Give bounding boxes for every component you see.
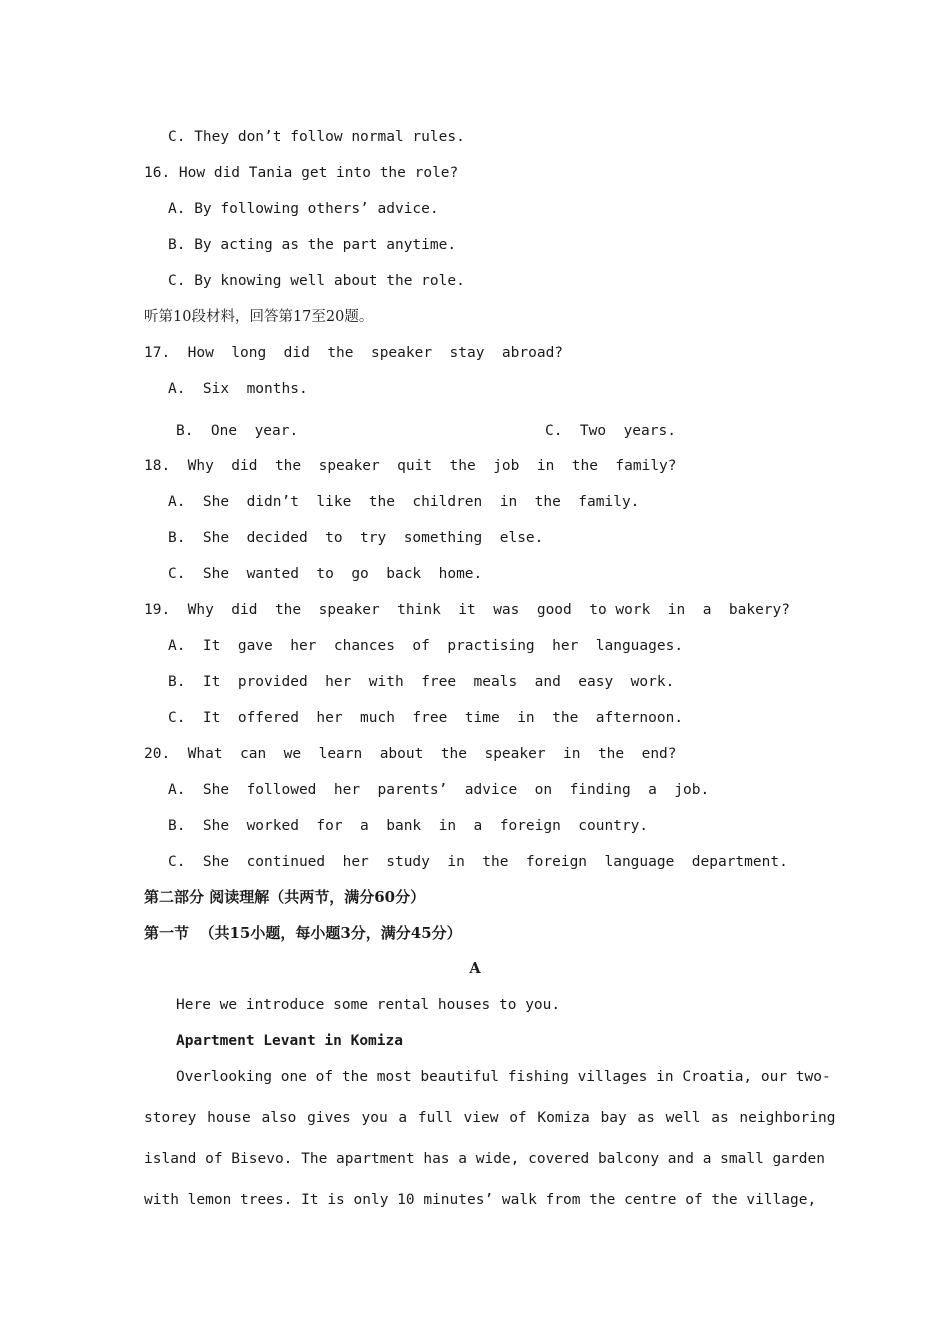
q20-option-c: C. She continued her study in the foreign language department. (168, 854, 788, 870)
q18-option-a: A. She didn’t like the children in the family. (168, 494, 640, 510)
q19-option-c: C. It offered her much free time in the afternoon. (168, 710, 684, 726)
passage-line: with lemon trees. It is only 10 minutes’ walk from the centre of the village, (144, 1192, 817, 1208)
q19-option-b: B. It provided her with free meals and easy work. (168, 674, 675, 690)
q18-question: 18. Why did the speaker quit the job in the family? (144, 458, 677, 474)
q17-option-c: C. Two years. (545, 423, 676, 439)
q19-option-a: A. It gave her chances of practising her languages. (168, 638, 684, 654)
q20-question: 20. What can we learn about the speaker in the end? (144, 746, 677, 762)
q20-option-b: B. She worked for a bank in a foreign country. (168, 818, 649, 834)
passage-line: island of Bisevo. The apartment has a wide, covered balcony and a small garden (144, 1151, 825, 1167)
q19-question: 19. Why did the speaker think it was good to work in a bakery? (144, 602, 791, 618)
part2-title: 第二部分 阅读理解（共两节，满分60分） (144, 888, 426, 906)
section10-instruction: 听第10段材料，回答第17至20题。 (144, 309, 374, 325)
apartment-title: Apartment Levant in Komiza (176, 1033, 403, 1049)
q17-question: 17. How long did the speaker stay abroad? (144, 345, 564, 361)
q15-option-c: C. They don’t follow normal rules. (168, 129, 465, 145)
q17-option-a: A. Six months. (168, 381, 308, 397)
q16-option-c: C. By knowing well about the role. (168, 273, 465, 289)
passage-intro: Here we introduce some rental houses to you. (176, 997, 561, 1013)
q16-option-b: B. By acting as the part anytime. (168, 237, 457, 253)
q16-option-a: A. By following others’ advice. (168, 201, 439, 217)
passage-label: A (469, 960, 481, 977)
q16-question: 16. How did Tania get into the role? (144, 165, 459, 181)
passage-line: storey house also gives you a full view of Komiza bay as well as neighboring (144, 1110, 836, 1126)
q20-option-a: A. She followed her parents’ advice on finding a job. (168, 782, 710, 798)
q18-option-b: B. She decided to try something else. (168, 530, 544, 546)
q18-option-c: C. She wanted to go back home. (168, 566, 483, 582)
passage-line: Overlooking one of the most beautiful fishing villages in Croatia, our two- (176, 1069, 831, 1085)
q17-option-b: B. One year. (176, 423, 299, 439)
section1-title: 第一节 （共15小题，每小题3分，满分45分） (144, 924, 462, 942)
